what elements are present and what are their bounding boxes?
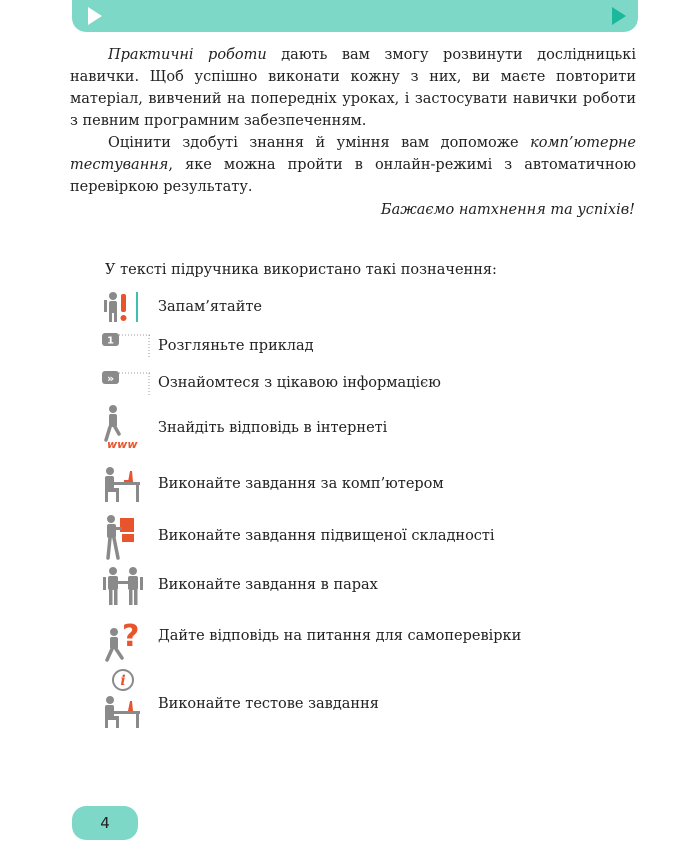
legend-label-remember: Запам’ятайте xyxy=(158,299,262,315)
legend-label-advanced-task: Виконайте завдання підвищеної складності xyxy=(158,528,495,544)
legend-label-computer-task: Виконайте завдання за комп’ютером xyxy=(158,476,444,492)
computer-task-icon xyxy=(102,466,142,502)
example-badge: 1 xyxy=(107,335,114,347)
legend-label-pair-task: Виконайте завдання в парах xyxy=(158,577,378,593)
legend-label-test-task: Виконайте тестове завдання xyxy=(158,696,379,712)
intro-paragraph-2-rest: , яке можна пройти в онлайн-режимі з автоматичною перевіркою результату. xyxy=(70,157,636,195)
legend-label-internet: Знайдіть відповідь в інтернеті xyxy=(158,420,388,436)
intro-paragraph-2 xyxy=(70,132,636,198)
svg-text:i: i xyxy=(120,673,126,689)
info-badge: » xyxy=(106,372,115,385)
play-left-icon xyxy=(88,7,102,25)
remember-icon xyxy=(102,290,142,324)
wish-line: Бажаємо натхнення та успіхів! xyxy=(380,202,635,218)
test-task-icon xyxy=(102,668,144,728)
top-banner xyxy=(72,0,638,32)
practical-works-term: Практичні роботи xyxy=(108,47,267,63)
intro-paragraph-1 xyxy=(70,44,636,132)
interesting-info-icon xyxy=(102,371,150,395)
legend-label-self-check: Дайте відповідь на питання для самоперевірки xyxy=(158,628,522,644)
page-number: 4 xyxy=(72,806,138,840)
intro-paragraph-2-start: Оцінити здобуті знання й уміння вам допоможе xyxy=(108,135,531,151)
svg-text:www: www xyxy=(107,438,138,450)
computer-testing-term: комп’ютерне тестування xyxy=(70,135,636,173)
advanced-task-icon xyxy=(102,514,142,560)
pair-task-icon xyxy=(102,566,146,606)
svg-text:?: ? xyxy=(122,619,140,654)
internet-search-icon xyxy=(102,404,142,450)
intro-paragraph-1-text: дають вам змогу розвинути дослідницькі навички. Щоб успішно виконати кожну з них, ви маєте повторити матеріал, вивчений на попередніх уроках, і застосувати навички роботи з певним програмним забезпеченням. xyxy=(70,47,636,129)
legend-label-interesting-info: Ознайомтеся з цікавою інформацією xyxy=(158,375,441,391)
legend-intro: У тексті підручника використано такі позначення: xyxy=(105,262,497,278)
play-right-icon xyxy=(612,7,626,25)
example-icon xyxy=(102,333,150,359)
self-check-icon xyxy=(102,614,146,662)
legend-label-example: Розгляньте приклад xyxy=(158,338,314,354)
